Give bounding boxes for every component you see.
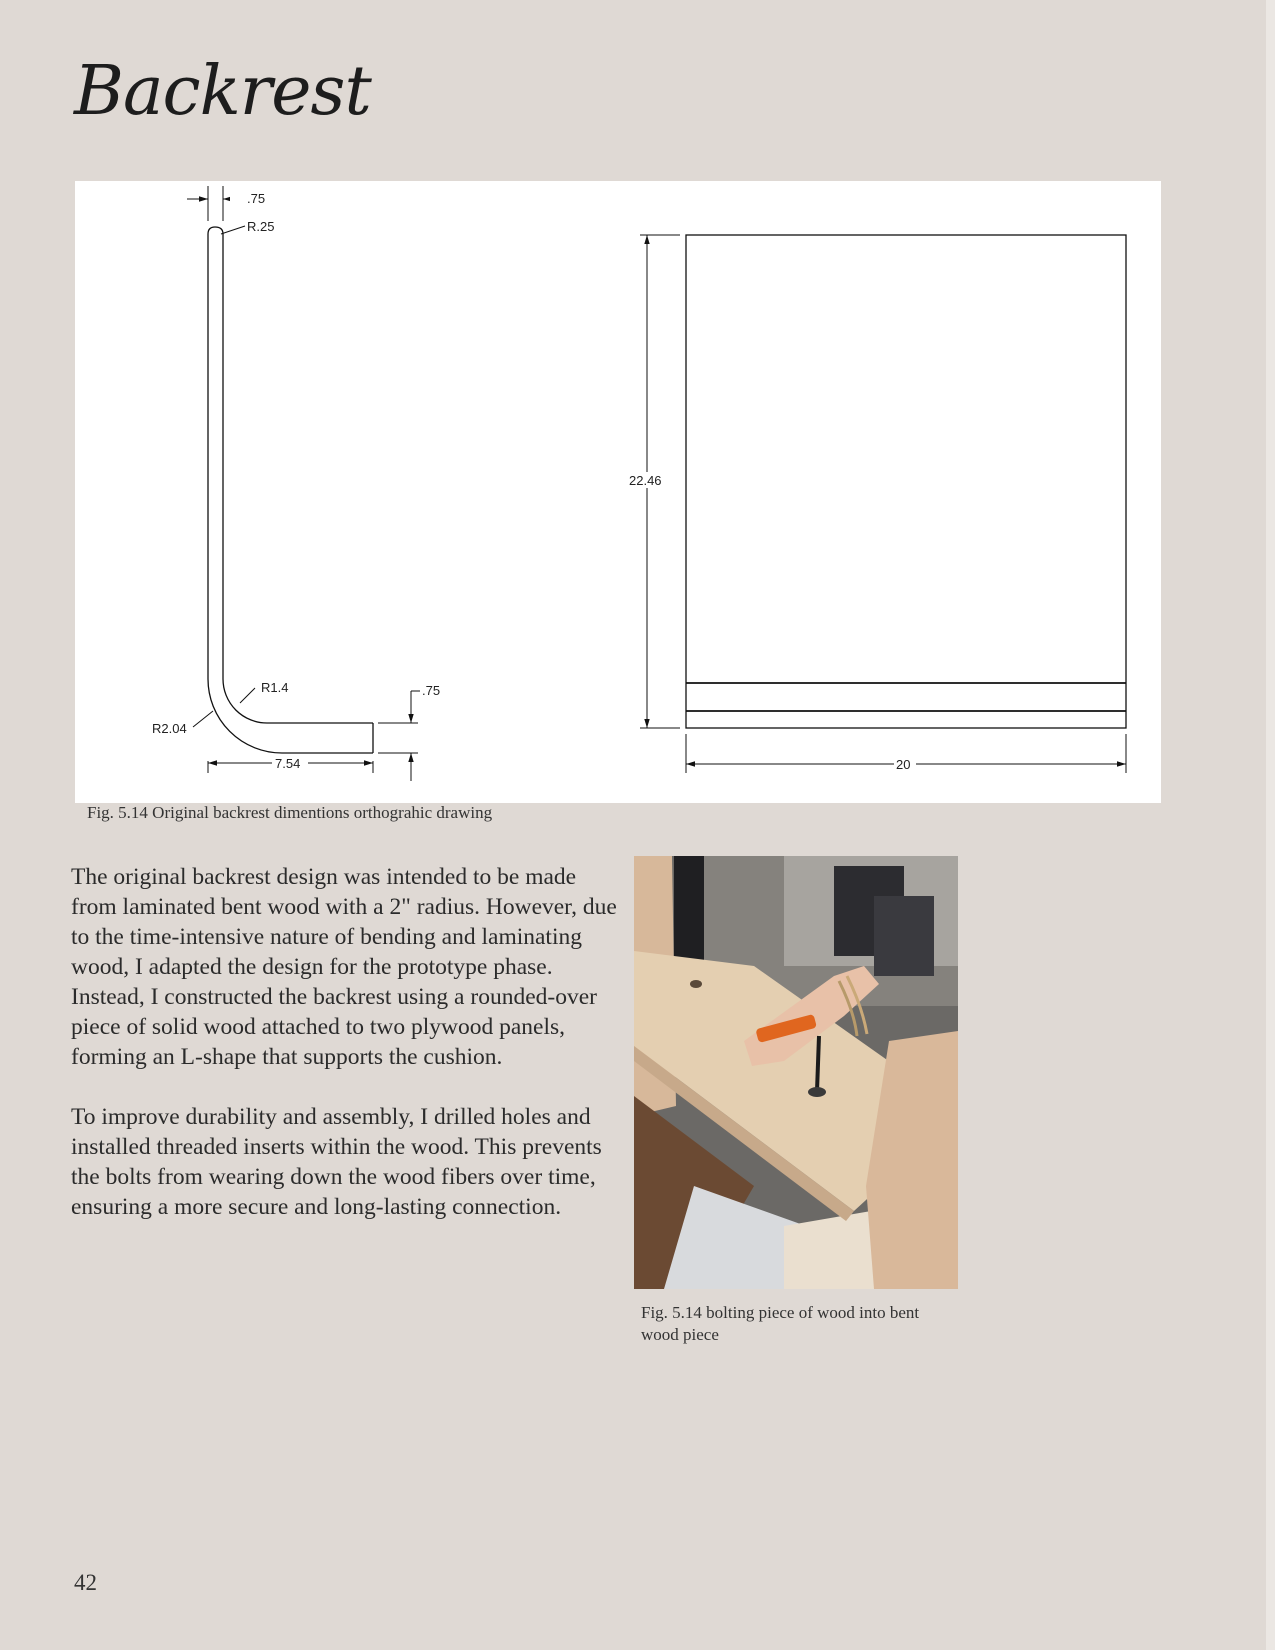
front-view-panel (686, 235, 1126, 728)
dim-radius-inner: R1.4 (261, 680, 289, 695)
dim-radius-top: R.25 (247, 219, 275, 234)
photo-illustration (634, 856, 958, 1289)
dim-thickness-bottom: .75 (422, 683, 441, 698)
dim-width: 20 (896, 757, 911, 772)
drawing-caption: Fig. 5.14 Original backrest dimentions orthograhic drawing (87, 803, 493, 822)
paragraph-2: To improve durability and assembly, I drilled holes and installed threaded inserts within the wood. This prevents the bolts from wearing down the wood fibers over time, ensuring a more secure and long-lasting connection. (71, 1104, 602, 1220)
paragraph-1: The original backrest design was intended to be made from laminated bent wood with a 2" radius. However, due to the time-intensive nature of bending and laminating wood, I adapted the design for the prototype phase. Instead, I constructed the backrest using a rounded-over piece of solid wood attached to two plywood panels, forming an L-shape that supports the cushion. (71, 864, 617, 1070)
dim-height: 22.46 (629, 473, 662, 488)
page-title: Backrest (74, 52, 371, 131)
photo-caption: Fig. 5.14 bolting piece of wood into bent wood piece (641, 1303, 920, 1344)
dim-thickness-top: .75 (247, 191, 266, 206)
workshop-photo (634, 856, 958, 1289)
dim-radius-outer: R2.04 (152, 721, 187, 736)
body-text (71, 862, 619, 1252)
dim-base-length: 7.54 (275, 756, 301, 771)
drawing-svg (75, 181, 1161, 803)
page-edge (1266, 0, 1275, 1650)
side-profile-top-cap (208, 227, 223, 241)
side-profile-outer (208, 234, 373, 753)
side-profile-inner (223, 241, 373, 723)
page-number: 42 (74, 1570, 97, 1595)
orthographic-drawing (75, 181, 1161, 803)
